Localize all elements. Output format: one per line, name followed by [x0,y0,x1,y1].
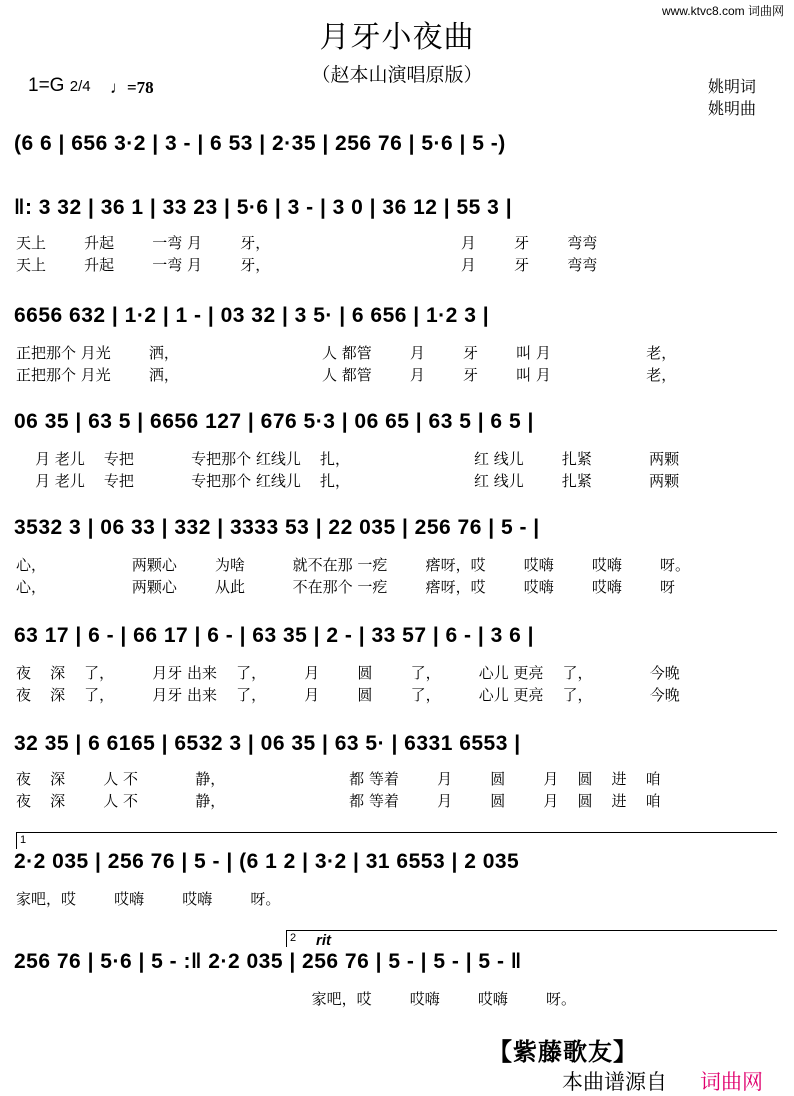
lyric-line: 天上 升起 一弯 月 牙， 月 牙 弯弯 [16,256,598,274]
time-signature: 2/4 [69,78,91,95]
lyric-line: 夜 深 人 不 静， 都 等着 月 圆 月 圆 进 咱 [16,792,661,810]
lyric-line: 心， 两颗心 为啥 就不在那 一疙 瘩呀，哎 哎嗨 哎嗨 呀。 [16,556,690,574]
site-url: www.ktvc8.com 词曲网 [661,4,784,18]
lyric-line: 夜 深 了， 月牙 出来 了， 月 圆 了， 心儿 更亮 了， 今晚 [16,686,680,704]
notation-line: 2·2 035 | 256 76 | 5 - | (6 1 2 | 3·2 | 31 6553 | 2 035 [14,850,520,873]
lyric-line: 夜 深 人 不 静， 都 等着 月 圆 月 圆 进 咱 [16,770,661,788]
notation-line: 63 17 | 6 - | 66 17 | 6 - | 63 35 | 2 - | 33 57 | 6 - | 3 6 | [14,624,534,647]
lyric-line: 正把那个 月光 洒， 人 都管 月 牙 叫 月 老， [16,344,677,362]
source-label: 本曲谱源自 [562,1070,667,1094]
lyric-line: 月 老儿 专把 专把那个 红线儿 扎， 红 线儿 扎紧 两颗 [16,472,680,490]
notation-line: ‖: 3 32 | 36 1 | 33 23 | 5·6 | 3 - | 3 0 | 36 12 | 55 3 | [14,196,513,219]
notation-line: 3532 3 | 06 33 | 332 | 3333 53 | 22 035 | 256 76 | 5 - | [14,516,540,539]
lyric-line: 夜 深 了， 月牙 出来 了， 月 圆 了， 心儿 更亮 了， 今晚 [16,664,680,682]
brand-label: 【紫藤歌友】 [488,1038,638,1066]
notation-line: 6656 632 | 1·2 | 1 - | 03 32 | 3 5· | 6 656 | 1·2 3 | [14,304,490,327]
notation-line: 256 76 | 5·6 | 5 - :‖ 2·2 035 | 256 76 | 5 - | 5 - | 5 - ‖ [14,950,522,973]
composer-credit: 姚明曲 [708,99,757,118]
song-title: 月牙小夜曲 [319,20,475,55]
lyricist-credit: 姚明词 [708,77,757,96]
key-label: 1=G [28,75,65,96]
tempo-mark: ♩=78 [110,78,154,97]
notation-line: 32 35 | 6 6165 | 6532 3 | 06 35 | 63 5· | 6331 6553 | [14,732,521,755]
notation-line: 06 35 | 63 5 | 6656 127 | 676 5·3 | 06 65 | 63 5 | 6 5 | [14,410,534,433]
first-ending-bracket [16,832,777,849]
lyric-line: 家吧，哎 哎嗨 哎嗨 呀。 [16,890,281,908]
second-ending-bracket [286,930,777,947]
volta-number: 2 [290,932,297,944]
key-signature [28,75,91,97]
lyric-line: 月 老儿 专把 专把那个 红线儿 扎， 红 线儿 扎紧 两颗 [16,450,680,468]
lyric-line: 天上 升起 一弯 月 牙， 月 牙 弯弯 [16,234,598,252]
notation-line: (6 6 | 656 3·2 | 3 - | 6 53 | 2·35 | 256 76 | 5·6 | 5 -) [14,132,506,155]
volta-number: 1 [20,834,27,846]
lyric-line: 正把那个 月光 洒， 人 都管 月 牙 叫 月 老， [16,366,677,384]
source-site-link[interactable]: 词曲网 [700,1070,763,1094]
lyric-line: 家吧，哎 哎嗨 哎嗨 呀。 [16,990,577,1008]
lyric-line: 心， 两颗心 从此 不在那个 一疙 瘩呀，哎 哎嗨 哎嗨 呀 [16,578,675,596]
song-subtitle: （赵本山演唱原版） [311,64,483,86]
ritardando-mark: rit [316,932,331,949]
